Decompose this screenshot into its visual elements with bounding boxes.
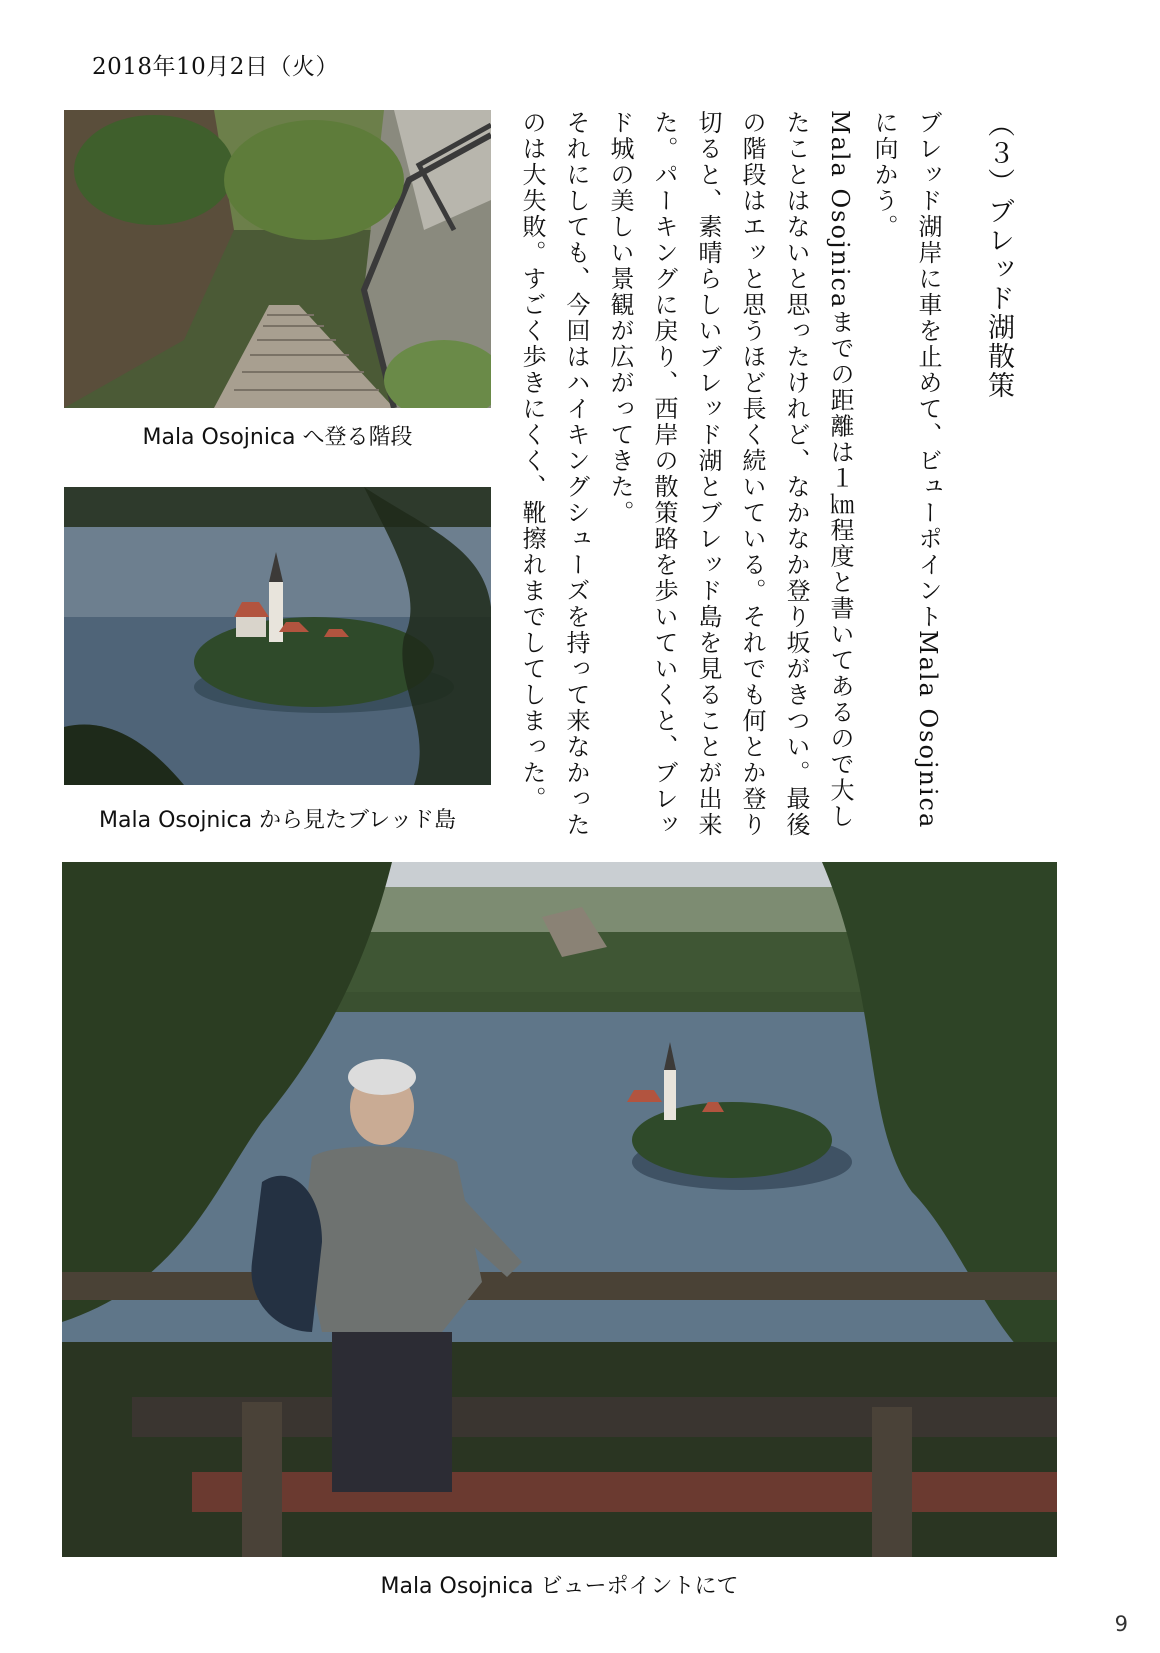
viewpoint-photo-caption: Mala Osojnica ビューポイントにて xyxy=(380,1574,739,1599)
bled-island-photo xyxy=(64,487,491,785)
article-paragraph: ブレッド湖岸に車を止めて、ビューポイントMala Osojnicaに向かう。 xyxy=(870,110,942,830)
page-number: 9 xyxy=(1114,1612,1128,1636)
viewpoint-photo xyxy=(62,862,1057,1557)
stairs-photo xyxy=(64,110,491,408)
page-date: 2018年10月2日（火） xyxy=(92,54,339,80)
article-heading: （３）ブレッド湖散策 xyxy=(983,110,1014,400)
stairs-photo-caption: Mala Osojnica へ登る階段 xyxy=(142,425,413,450)
article-paragraph: それにしても、今回はハイキングシューズを持って来なかったのは大失敗。すごく歩きにくく、靴擦れまでしてしまった。 xyxy=(518,110,590,838)
article-paragraph: Mala Osojnicaまでの距離は１㎞程度と書いてあるので大したことはないと思ったけれど、なかなか登り坂がきつい。最後の階段はエッと思うほど長く続いている。それでも何とか登り切ると、素晴らしいブレッド湖とブレッド島を見ることが出来た。パーキングに戻り、西岸の散策路を歩いていくと、ブレッド城の美しい景観が広がってきた。 xyxy=(606,110,854,838)
bled-island-photo-caption: Mala Osojnica から見たブレッド島 xyxy=(99,808,456,833)
article-body xyxy=(510,110,1020,845)
